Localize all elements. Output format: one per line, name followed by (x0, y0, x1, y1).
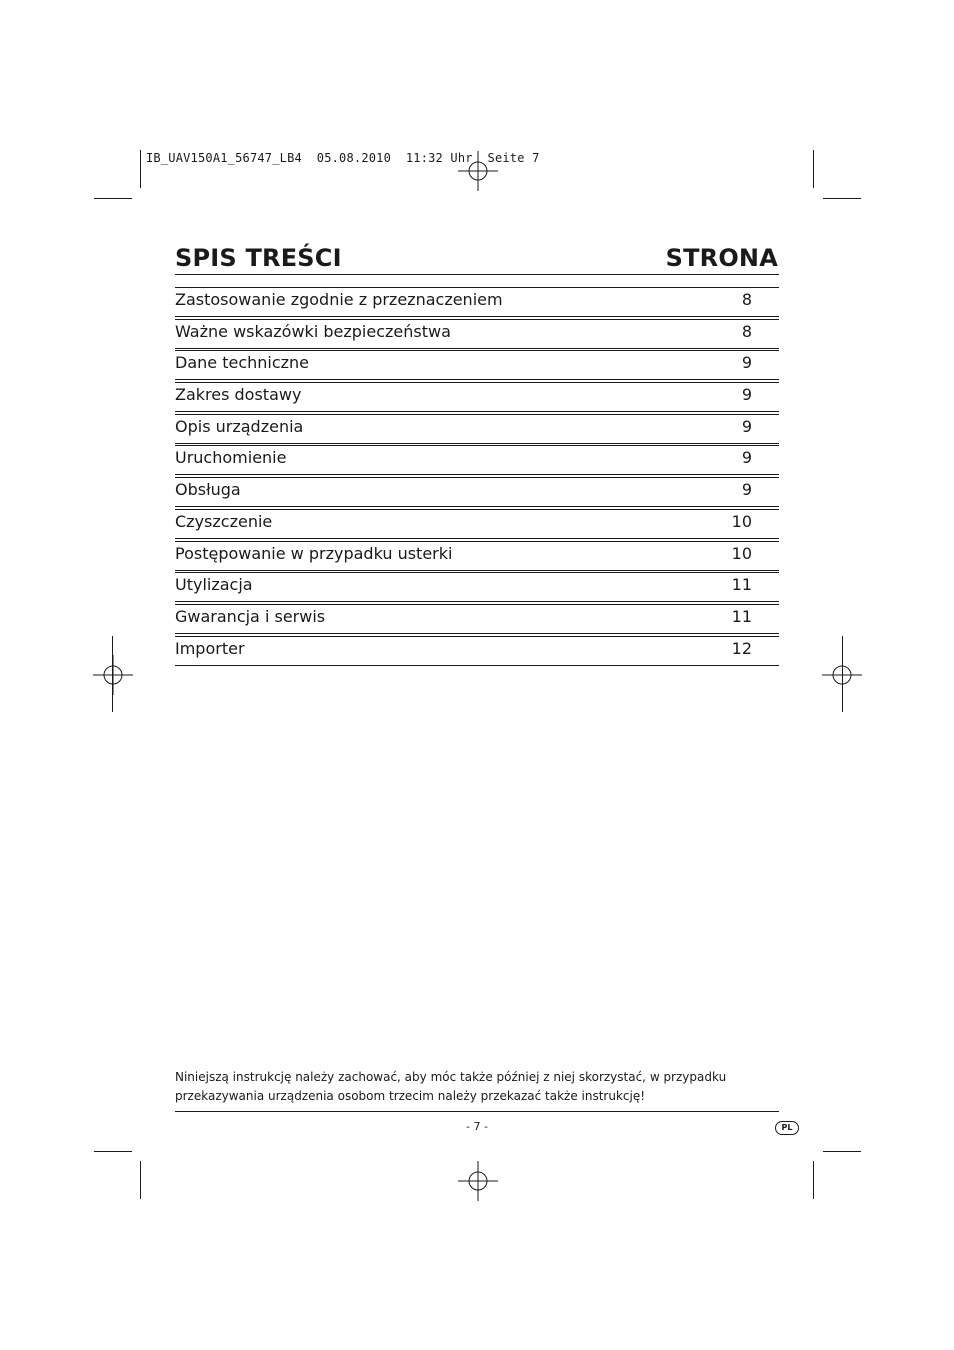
registration-right-line-icon (842, 636, 843, 712)
toc-item-page: 11 (731, 575, 752, 595)
toc-item-page: 9 (741, 385, 752, 405)
crop-mark-top-right-h (823, 198, 861, 199)
footer-note (175, 1068, 775, 1106)
toc-item-label: Opis urządzenia (175, 416, 304, 436)
toc-item[interactable] (175, 319, 779, 349)
registration-mark-top-icon (458, 151, 498, 191)
toc-item[interactable] (175, 445, 779, 475)
footer-divider (175, 1111, 779, 1112)
crop-mark-bottom-right-v (813, 1161, 814, 1199)
registration-mark-bottom-icon (458, 1161, 498, 1201)
registration-left-line-icon (112, 636, 113, 712)
toc-item-page: 9 (741, 480, 752, 500)
toc-item[interactable] (175, 477, 779, 507)
toc-item-page: 9 (741, 448, 752, 468)
footer-note-line: przekazywania urządzenia osobom trzecim należy przekazać także instrukcję! (175, 1089, 646, 1103)
toc-item-label: Gwarancja i serwis (175, 606, 326, 626)
crop-mark-top-right-v (813, 150, 814, 188)
toc-item-page: 11 (731, 606, 752, 626)
toc-item-page: 10 (731, 543, 752, 563)
language-badge: PL (775, 1121, 799, 1135)
toc-item-label: Postępowanie w przypadku usterki (175, 543, 453, 563)
table-of-contents (175, 287, 779, 667)
crop-mark-bottom-left-v (140, 1161, 141, 1199)
toc-item[interactable] (175, 382, 779, 412)
toc-item-page: 8 (741, 321, 752, 341)
toc-item-label: Uruchomienie (175, 448, 287, 468)
registration-mark-left-icon (93, 655, 133, 695)
crop-mark-top-left-v (140, 150, 141, 188)
crop-mark-bottom-right-h (823, 1151, 861, 1152)
toc-item-label: Ważne wskazówki bezpieczeństwa (175, 321, 451, 341)
crop-mark-bottom-left-h (94, 1151, 132, 1152)
toc-item-label: Czyszczenie (175, 511, 273, 531)
toc-item-label: Zastosowanie zgodnie z przeznaczeniem (175, 290, 503, 309)
toc-item[interactable] (175, 509, 779, 539)
footer-note-line: Niniejszą instrukcję należy zachować, aby móc także później z niej skorzystać, w przypadku (175, 1070, 727, 1084)
toc-item-page: 9 (741, 416, 752, 436)
toc-item[interactable] (175, 287, 779, 317)
toc-item-label: Dane techniczne (175, 353, 310, 373)
toc-item[interactable] (175, 350, 779, 380)
toc-item-label: Importer (175, 638, 245, 658)
toc-item-label: Zakres dostawy (175, 385, 302, 405)
toc-item[interactable] (175, 541, 779, 571)
page-title: SPIS TREŚCI (175, 244, 342, 272)
crop-mark-top-left-h (94, 198, 132, 199)
toc-item-page: 12 (731, 638, 752, 658)
print-slug: IB_UAV150A1_56747_LB4 05.08.2010 11:32 Uhr Seite 7 (146, 151, 540, 165)
toc-item[interactable] (175, 414, 779, 444)
title-underline (175, 274, 779, 275)
page-column-heading: STRONA (665, 244, 778, 272)
toc-item-page: 8 (741, 290, 752, 309)
toc-item[interactable] (175, 572, 779, 602)
toc-item-page: 9 (741, 353, 752, 373)
toc-item[interactable] (175, 636, 779, 666)
page-number: - 7 - (466, 1120, 488, 1133)
toc-item-label: Obsługa (175, 480, 241, 500)
toc-item[interactable] (175, 604, 779, 634)
toc-item-label: Utylizacja (175, 575, 253, 595)
toc-item-page: 10 (731, 511, 752, 531)
